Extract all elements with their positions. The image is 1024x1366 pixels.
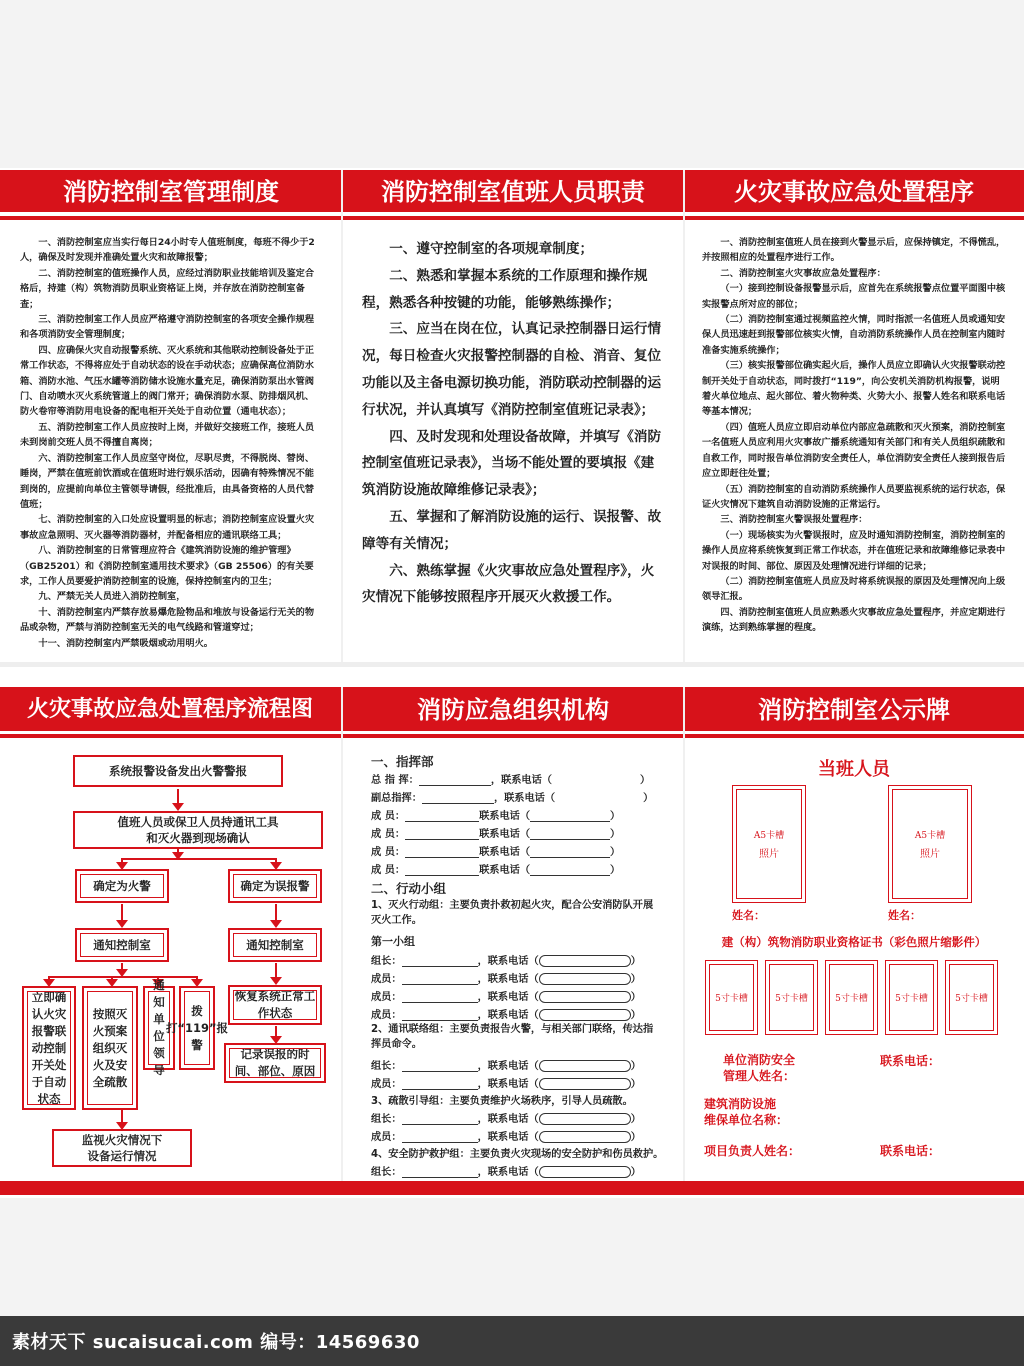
flow-record: 记录误报的时间、部位、原因 bbox=[224, 1043, 326, 1083]
title-flowchart: 火灾事故应急处置程序流程图 bbox=[26, 697, 313, 722]
name-label-right: 姓名： bbox=[888, 909, 921, 922]
duty-paragraph: 二、熟悉和掌握本系统的工作原理和操作规程，熟悉各种按键的功能，能够熟练操作； bbox=[362, 267, 648, 311]
org-leader-row: 组长： ，联系电话（ ） bbox=[371, 1114, 641, 1125]
org-hq-heading: 一、指挥部 bbox=[371, 754, 434, 769]
duty-paragraph: 一、遵守控制室的各项规章制度； bbox=[389, 241, 594, 257]
flow-arrow bbox=[111, 976, 113, 985]
flow-start: 系统报警设备发出火警警报 bbox=[73, 755, 283, 787]
org-member-row: 成 员： 联系电话（ ） bbox=[371, 847, 621, 858]
org-member-row: 成 员： 联系电话（ ） bbox=[371, 865, 621, 876]
title-emergency-procedure: 火灾事故应急处置程序 bbox=[734, 178, 974, 206]
duty-paragraph: 四、及时发现和处理设备故障，并填写《消防控制室值班记录表》，当场不能处置的要填报《建筑消防设施故障维修记录表》； bbox=[362, 428, 662, 499]
flow-check-line1: 值班人员或保卫人员持通讯工具 bbox=[117, 815, 279, 829]
flow-arrow bbox=[121, 858, 123, 868]
org-commander-row: 总 指 挥： ，联系电话（ ） bbox=[371, 775, 651, 786]
org-group4-desc: 4、安全防护救护组：主要负责火灾现场的安全防护和伤员救护。 bbox=[371, 1149, 664, 1160]
duties-text bbox=[362, 236, 662, 656]
procedure-paragraph: （一）现场核实为火警误报时，应及时通知消防控制室，消防控制室的操作人员应将系统恢复到正常工作状态，并在值班记录和故障维修记录表中对误报的时间、部位、原因及处理情况进行详细的记录； bbox=[702, 529, 1006, 572]
org-member-row: 成 员： 联系电话（ ） bbox=[371, 829, 621, 840]
procedure-paragraph: （二）消防控制室通过视频监控火情，同时指派一名值班人员或通知安保人员迅速赶到报警部位核实火情，自动消防系统操作人员在控制室内随时准备实施系统操作； bbox=[702, 314, 1006, 356]
procedure-paragraph: （三）核实报警部位确实起火后，操作人员应立即确认火灾报警联动控制开关处于自动状态，同时拨打“119”，向公安机关消防机构报警，说明着火单位地点、起火部位、着火物种类、火势大小、报警人姓名和联系电话等基本情况； bbox=[702, 360, 1006, 418]
flow-check-line2: 和灭火器到现场确认 bbox=[146, 831, 250, 845]
org-member2-row: 成员： ，联系电话（ ） bbox=[371, 1132, 641, 1143]
cert-slot: 5寸卡槽 bbox=[945, 960, 998, 1035]
rule-paragraph: 十一、消防控制室内严禁吸烟或动用明火。 bbox=[38, 637, 213, 649]
org-member2-row: 成员： ，联系电话（ ） bbox=[371, 1079, 641, 1090]
flow-restore: 恢复系统正常工作状态 bbox=[228, 985, 322, 1025]
flow-arrow bbox=[48, 976, 50, 985]
flow-arrow bbox=[121, 904, 123, 926]
photo-slot-left: A5卡槽 照片 bbox=[732, 785, 806, 903]
org-member2-row: 成员： ，联系电话（ ） bbox=[371, 992, 641, 1003]
org-member-row: 成 员： 联系电话（ ） bbox=[371, 811, 621, 822]
rule-paragraph: 十、消防控制室内严禁存放易爆危险物品和堆放与设备运行无关的物品或杂物，严禁与消防控制室无关的电气线路和管道穿过； bbox=[20, 606, 315, 634]
org-leader-row: 组长： ，联系电话（ ） bbox=[371, 956, 641, 967]
title-notice-board: 消防控制室公示牌 bbox=[758, 696, 950, 724]
flow-action-evacuate: 按照灭火预案组织灭火及安全疏散 bbox=[82, 986, 138, 1110]
flow-branch bbox=[48, 976, 196, 978]
rule-paragraph: 九、严禁无关人员进入消防控制室， bbox=[38, 591, 186, 603]
flow-arrow bbox=[177, 849, 179, 858]
org-member2-row: 成员： ，联系电话（ ） bbox=[371, 1010, 641, 1021]
bottom-band bbox=[0, 1181, 1024, 1195]
rule-paragraph: 八、消防控制室的日常管理应符合《建筑消防设施的维护管理》（GB25201）和《消防控制室通用技术要求》（GB 25506）的有关要求，工作人员要爱护消防控制室的设施，保持控制室内的卫生； bbox=[20, 545, 314, 587]
flow-branch bbox=[121, 858, 277, 860]
rule-paragraph: 一、消防控制室应当实行每日24小时专人值班制度，每班不得少于2人，确保及时发现并准确处置火灾和故障报警； bbox=[20, 237, 315, 264]
rule-paragraph: 四、应确保火灾自动报警系统、灭火系统和其他联动控制设备处于正常工作状态，不得将应处于自动状态的设在手动状态；应确保高位消防水箱、消防水池、气压水罐等消防储水设施水量充足，确保消防泵出水管阀门、自动喷水灭火系统管道上的阀门常开；确保消防水泵、防排烟风机、防火卷帘等消防用电设备的配电柜开关处于自动位置（通电状态）； bbox=[20, 344, 315, 418]
name-label-left: 姓名： bbox=[732, 909, 765, 922]
duty-paragraph: 五、掌握和了解消防设施的运行、误报警、故障等有关情况； bbox=[362, 508, 662, 552]
org-group1-sub: 第一小组 bbox=[371, 935, 415, 948]
flow-arrow bbox=[196, 976, 198, 985]
flow-notify-left: 通知控制室 bbox=[75, 928, 169, 962]
divider bbox=[341, 687, 343, 1181]
rule-paragraph: 三、消防控制室工作人员应严格遵守消防控制室的各项安全操作规程和各项消防安全管理制度； bbox=[20, 314, 315, 341]
procedure-text bbox=[702, 235, 1007, 660]
project-manager-label: 项目负责人姓名： bbox=[704, 1144, 801, 1158]
watermark-footer: 素材天下 sucaisucai.com 编号：14569630 bbox=[0, 1316, 1024, 1366]
procedure-paragraph: （一）接到控制设备报警显示后，应首先在系统报警点位置平面图中核实报警点所对应的部位； bbox=[702, 283, 1006, 310]
cert-title: 建（构）筑物消防职业资格证书（彩色照片缩影件） bbox=[721, 935, 987, 949]
divider bbox=[683, 170, 685, 662]
board-duty-title: 当班人员 bbox=[818, 759, 890, 780]
flow-confirm-fire: 确定为火警 bbox=[75, 869, 169, 903]
flow-false-alarm: 确定为误报警 bbox=[228, 869, 322, 903]
rule-paragraph: 五、消防控制室工作人员应按时上岗，并做好交接班工作，接班人员未到岗前交班人员不得擅自离岗； bbox=[20, 421, 315, 449]
duty-paragraph: 六、熟练掌握《火灾事故应急处置程序》，火灾情况下能够按照程序开展灭火救援工作。 bbox=[362, 562, 655, 606]
rules-text bbox=[20, 235, 322, 660]
cert-slot: 5寸卡槽 bbox=[705, 960, 758, 1035]
title-duty-responsibilities: 消防控制室值班人员职责 bbox=[381, 178, 645, 206]
org-member2-row: 成员： ，联系电话（ ） bbox=[371, 974, 641, 985]
org-group1-desc: 1、灭火行动组：主要负责扑救初起火灾，配合公安消防队开展灭火工作。 bbox=[371, 900, 654, 926]
phone-label-2: 联系电话： bbox=[880, 1144, 941, 1158]
org-action-heading: 二、行动小组 bbox=[371, 881, 447, 896]
org-group2-desc: 2、通讯联络组：主要负责报告火警，与相关部门联络，传达指挥员命令。 bbox=[371, 1024, 654, 1050]
title-organization: 消防应急组织机构 bbox=[417, 696, 609, 724]
flow-arrow bbox=[121, 1110, 123, 1128]
procedure-paragraph: （二）消防控制室值班人员应及时将系统误报的原因及处理情况向上级领导汇报。 bbox=[702, 575, 1006, 603]
procedure-paragraph: （四）值班人员应立即启动单位内部应急疏散和灭火预案，消防控制室一名值班人员应利用火灾事故广播系统通知有关部门和有关人员组织疏散和自救工作，同时报告单位消防安全责任人，单位消防安全责任人接到报告后应立即赶往处置； bbox=[702, 421, 1006, 480]
divider bbox=[341, 170, 343, 662]
org-leader-row: 组长： ，联系电话（ ） bbox=[371, 1061, 641, 1072]
middle-separator bbox=[0, 662, 1024, 667]
flow-arrow bbox=[177, 789, 179, 809]
cert-slot: 5寸卡槽 bbox=[765, 960, 818, 1035]
flow-action-call-119: 拨打“119”报警 bbox=[179, 986, 215, 1070]
procedure-paragraph: （五）消防控制室的自动消防系统操作人员要监视系统的运行状态，保证火灾情况下建筑自动消防设施的正常运行。 bbox=[702, 483, 1006, 510]
manager-label: 单位消防安全 管理人姓名： bbox=[722, 1053, 795, 1083]
rule-paragraph: 六、消防控制室工作人员应坚守岗位，尽职尽责，不得脱岗、替岗、睡岗，严禁在值班前饮酒或在值班时进行娱乐活动，因确有特殊情况不能到岗的，应提前向单位主管领导请假，经批准后，由具备资格的人员代替值班； bbox=[20, 452, 315, 510]
maintenance-label: 建筑消防设施 维保单位名称： bbox=[704, 1097, 789, 1127]
bottom-title-underline bbox=[0, 734, 1024, 738]
org-group3-desc: 3、疏散引导组：主要负责维护火场秩序，引导人员疏散。 bbox=[371, 1096, 633, 1107]
org-vice-row: 副总指挥： ，联系电话（ ） bbox=[371, 793, 654, 804]
procedure-paragraph: 四、消防控制室值班人员应熟悉火灾事故应急处置程序，并应定期进行演练，达到熟练掌握的程度。 bbox=[702, 606, 1006, 634]
photo-slot-right: A5卡槽 照片 bbox=[888, 785, 972, 903]
cert-slot: 5寸卡槽 bbox=[825, 960, 878, 1035]
rule-paragraph: 二、消防控制室的值班操作人员，应经过消防职业技能培训及鉴定合格后，持建（构）筑物消防员职业资格证上岗，并存放在消防控制室备查； bbox=[20, 267, 315, 310]
phone-label: 联系电话： bbox=[880, 1054, 941, 1068]
flow-arrow bbox=[275, 963, 277, 983]
procedure-paragraph: 一、消防控制室值班人员在接到火警显示后，应保持镇定，不得慌乱，并按照相应的处置程序进行工作。 bbox=[702, 237, 1006, 264]
top-title-underline bbox=[0, 216, 1024, 220]
duty-paragraph: 三、应当在岗在位，认真记录控制器日运行情况，每日检查火灾报警控制器的自检、消音、复位功能以及主备电源切换功能，消防联动控制器的运行状况，并认真填写《消防控制室值班记录表》； bbox=[362, 321, 662, 418]
cert-slot: 5寸卡槽 bbox=[885, 960, 938, 1035]
flow-action-notify-leader: 通知单位领导 bbox=[143, 986, 175, 1070]
flow-monitor: 监视火灾情况下 设备运行情况 bbox=[52, 1129, 192, 1167]
flow-arrow bbox=[275, 1026, 277, 1042]
procedure-paragraph: 三、消防控制室火警误报处置程序： bbox=[720, 514, 868, 526]
flow-action-confirm: 立即确认火灾报警联动控制开关处于自动状态 bbox=[22, 986, 76, 1110]
rule-paragraph: 七、消防控制室的入口处应设置明显的标志；消防控制室应设置火灾事故应急照明、灭火器等消防器材，并配备相应的通讯联络工具； bbox=[20, 514, 315, 541]
procedure-paragraph: 二、消防控制室火灾事故应急处置程序： bbox=[720, 267, 886, 279]
flow-arrow bbox=[121, 963, 123, 975]
org-leader-row: 组长： ，联系电话（ ） bbox=[371, 1167, 641, 1178]
flow-arrow bbox=[275, 904, 277, 926]
flow-check bbox=[73, 811, 323, 849]
flow-notify-right: 通知控制室 bbox=[228, 928, 322, 962]
title-management-rules: 消防控制室管理制度 bbox=[63, 178, 279, 206]
flow-arrow bbox=[275, 858, 277, 868]
